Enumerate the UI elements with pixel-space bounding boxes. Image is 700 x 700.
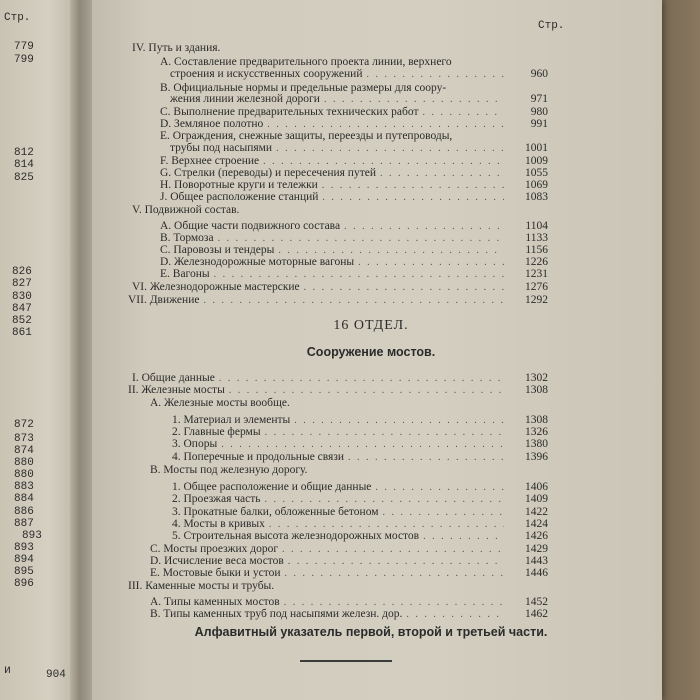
toc-leader-dots (366, 69, 504, 80)
toc-page-number: 971 (530, 93, 548, 105)
left-page-number: 779 (14, 41, 34, 53)
toc-page-number: 1156 (525, 244, 548, 256)
toc-leader-dots (380, 168, 504, 179)
toc-entry-title: A. Общие части подвижного состава (160, 220, 341, 232)
left-page-bottom-text: и (4, 664, 11, 677)
toc-entry-title: C. Мосты проезжих дорог (150, 543, 279, 555)
toc-page-number: 1083 (525, 191, 548, 203)
toc-entry (132, 204, 548, 217)
toc-leader-dots (282, 544, 504, 555)
toc-entry (150, 567, 548, 580)
toc-entry-title: A. Составление предварительного проекта линии, верхнего (160, 56, 452, 68)
left-page-number: 873 (14, 433, 34, 445)
toc-leader-dots (214, 269, 504, 280)
toc-leader-dots (423, 531, 504, 542)
toc-entry-title: I. Общие данные (132, 372, 215, 384)
toc-leader-dots (276, 143, 504, 154)
left-page-header: Стр. (4, 12, 31, 24)
left-page-number: 894 (14, 554, 34, 566)
toc-page-number: 1001 (525, 142, 548, 154)
part-subheading: Сооружение мостов. (306, 345, 436, 359)
toc-page-number: 1231 (525, 268, 548, 280)
left-page-number: 852 (12, 315, 32, 327)
toc-entry-title: 1. Материал и элементы (172, 414, 291, 426)
toc-entry (172, 438, 548, 451)
toc-entry-title: D. Железнодорожные моторные вагоны (160, 256, 355, 268)
toc-entry (150, 608, 548, 621)
toc-page-number: 1276 (525, 281, 548, 293)
toc-leader-dots (348, 452, 504, 463)
toc-entry-title: D. Исчисление веса мостов (150, 555, 284, 567)
toc-leader-dots (267, 119, 504, 130)
toc-entry-title: H. Поворотные круги и тележки (160, 179, 318, 191)
toc-entry-title: 2. Проезжая часть (172, 493, 261, 505)
toc-entry-title: IV. Путь и здания. (132, 42, 221, 54)
toc-page-number: 1429 (525, 543, 548, 555)
left-page-number: 880 (14, 469, 34, 481)
left-page-number: 896 (14, 578, 34, 590)
left-page-number: 825 (14, 172, 34, 184)
left-page-number: 904 (46, 669, 66, 681)
toc-page-number: 1426 (525, 530, 548, 542)
toc-entry-title: B. Официальные нормы и предельные размеры для соору- (160, 82, 447, 94)
toc-page-number: 1302 (525, 372, 548, 384)
left-page-number: 812 (14, 147, 34, 159)
toc-entry-title: C. Паровозы и тендеры (160, 244, 275, 256)
toc-page-number: 991 (530, 118, 548, 130)
toc-entry-title: 1. Общее расположение и общие данные (172, 481, 372, 493)
toc-entry-title: B. Тормоза (160, 232, 214, 244)
toc-page-number: 1396 (525, 451, 548, 463)
toc-entry-title: A. Железные мосты вообще. (150, 397, 290, 409)
toc-entry-title: E. Вагоны (160, 268, 210, 280)
toc-entry-title: 2. Главные фермы (172, 426, 261, 438)
toc-entry-title: J. Общее расположение станций (160, 191, 319, 203)
right-page-header: Стр. (538, 20, 565, 32)
toc-entry (128, 580, 548, 593)
toc-entry-title: 4. Поперечные и продольные связи (172, 451, 345, 463)
toc-entry-title: VI. Железнодорожные мастерские (132, 281, 300, 293)
left-page-number: 827 (12, 278, 32, 290)
toc-leader-dots (219, 373, 504, 384)
left-page-number: 874 (14, 445, 34, 457)
toc-leader-dots (294, 415, 504, 426)
toc-page-number: 1308 (525, 414, 548, 426)
left-page-number: 847 (12, 303, 32, 315)
toc-entry (172, 451, 548, 464)
left-page-number: 826 (12, 266, 32, 278)
toc-leader-dots (422, 107, 504, 118)
toc-leader-dots (265, 427, 504, 438)
toc-entry-title: строения и искусственных сооружений (170, 68, 363, 80)
toc-entry (132, 42, 548, 55)
toc-entry-title: F. Верхнее строение (160, 155, 260, 167)
toc-page-number: 1422 (525, 506, 548, 518)
toc-entry-title: V. Подвижной состав. (132, 204, 240, 216)
toc-leader-dots (344, 221, 504, 232)
toc-page-number: 1055 (525, 167, 548, 179)
toc-page-number: 1424 (525, 518, 548, 530)
toc-leader-dots (288, 556, 504, 567)
left-page-number: 861 (12, 327, 32, 339)
toc-page-number: 1069 (525, 179, 548, 191)
toc-page-number: 1380 (525, 438, 548, 450)
left-page-number: 883 (14, 481, 34, 493)
toc-leader-dots (322, 192, 504, 203)
closing-rule (300, 660, 392, 662)
toc-entry (172, 530, 548, 543)
toc-leader-dots (278, 245, 504, 256)
toc-entry-title: III. Каменные мосты и трубы. (128, 580, 275, 592)
toc-entry (160, 268, 548, 281)
toc-page-number: 1226 (525, 256, 548, 268)
toc-entry (150, 397, 548, 410)
toc-leader-dots (203, 295, 504, 306)
toc-entry-title: C. Выполнение предварительных технических работ (160, 106, 419, 118)
toc-leader-dots (263, 156, 504, 167)
toc-leader-dots (322, 180, 504, 191)
toc-entry (170, 68, 548, 81)
toc-leader-dots (304, 282, 504, 293)
toc-entry-title: E. Ограждения, снежные защиты, переезды и путепроводы, (160, 130, 453, 142)
left-page-number: 884 (14, 493, 34, 505)
index-footer: Алфавитный указатель первой, второй и третьей части. (194, 625, 548, 639)
toc-leader-dots (284, 568, 504, 579)
toc-entry (150, 464, 548, 477)
toc-entry (128, 294, 548, 307)
toc-page-number: 1133 (525, 232, 548, 244)
left-page-number: 893 (22, 530, 42, 542)
toc-page-number: 960 (530, 68, 548, 80)
toc-leader-dots (406, 609, 504, 620)
toc-entry-title: 4. Мосты в кривых (172, 518, 265, 530)
toc-leader-dots (324, 94, 504, 105)
toc-page-number: 980 (530, 106, 548, 118)
toc-entry-title: VII. Движение (128, 294, 200, 306)
toc-entry (172, 493, 548, 506)
toc-leader-dots (229, 385, 504, 396)
toc-page-number: 1326 (525, 426, 548, 438)
toc-entry (170, 93, 548, 106)
toc-page-number: 1443 (525, 555, 548, 567)
toc-entry-title: E. Мостовые быки и устои (150, 567, 281, 579)
toc-entry (128, 384, 548, 397)
toc-leader-dots (269, 519, 504, 530)
left-page-number: 886 (14, 506, 34, 518)
toc-page-number: 1104 (525, 220, 548, 232)
toc-entry-title: B. Типы каменных труб под насыпями железн. дор. (150, 608, 403, 620)
toc-entry-title: B. Мосты под железную дорогу. (150, 464, 308, 476)
toc-entry-title: трубы под насыпями (170, 142, 273, 154)
toc-leader-dots (218, 233, 504, 244)
toc-entry-title: 5. Строительная высота железнодорожных мостов (172, 530, 420, 542)
toc-leader-dots (358, 257, 504, 268)
toc-leader-dots (265, 494, 504, 505)
toc-entry (132, 281, 548, 294)
toc-entry-title: G. Стрелки (переводы) и пересечения путей (160, 167, 376, 179)
toc-page-number: 1009 (525, 155, 548, 167)
toc-leader-dots (221, 439, 504, 450)
toc-entry-title: 3. Прокатные балки, обложенные бетоном (172, 506, 379, 518)
toc-leader-dots (383, 507, 504, 518)
toc-page-number: 1406 (525, 481, 548, 493)
toc-page-number: 1452 (525, 596, 548, 608)
toc-page-number: 1409 (525, 493, 548, 505)
toc-entry (170, 142, 548, 155)
toc-entry-title: A. Типы каменных мостов (150, 596, 280, 608)
part-heading: 16 ОТДЕЛ. (333, 318, 409, 333)
left-page-number: 887 (14, 518, 34, 530)
toc-entry-title: D. Земляное полотно (160, 118, 264, 130)
left-page-number: 895 (14, 566, 34, 578)
left-page-number: 830 (12, 291, 32, 303)
left-page-number: 880 (14, 457, 34, 469)
left-page-number: 872 (14, 419, 34, 431)
toc-entry-title: 3. Опоры (172, 438, 218, 450)
toc-leader-dots (375, 482, 504, 493)
left-page-number: 799 (14, 54, 34, 66)
left-page-number: 893 (14, 542, 34, 554)
toc-entry-title: жения линии железной дороги (170, 93, 320, 105)
left-page-number: 814 (14, 159, 34, 171)
toc-entry-title: II. Железные мосты (128, 384, 225, 396)
toc-page-number: 1446 (525, 567, 548, 579)
toc-leader-dots (284, 597, 504, 608)
toc-page-number: 1308 (525, 384, 548, 396)
toc-page-number: 1462 (525, 608, 548, 620)
toc-page-number: 1292 (525, 294, 548, 306)
toc-entry (160, 191, 548, 204)
